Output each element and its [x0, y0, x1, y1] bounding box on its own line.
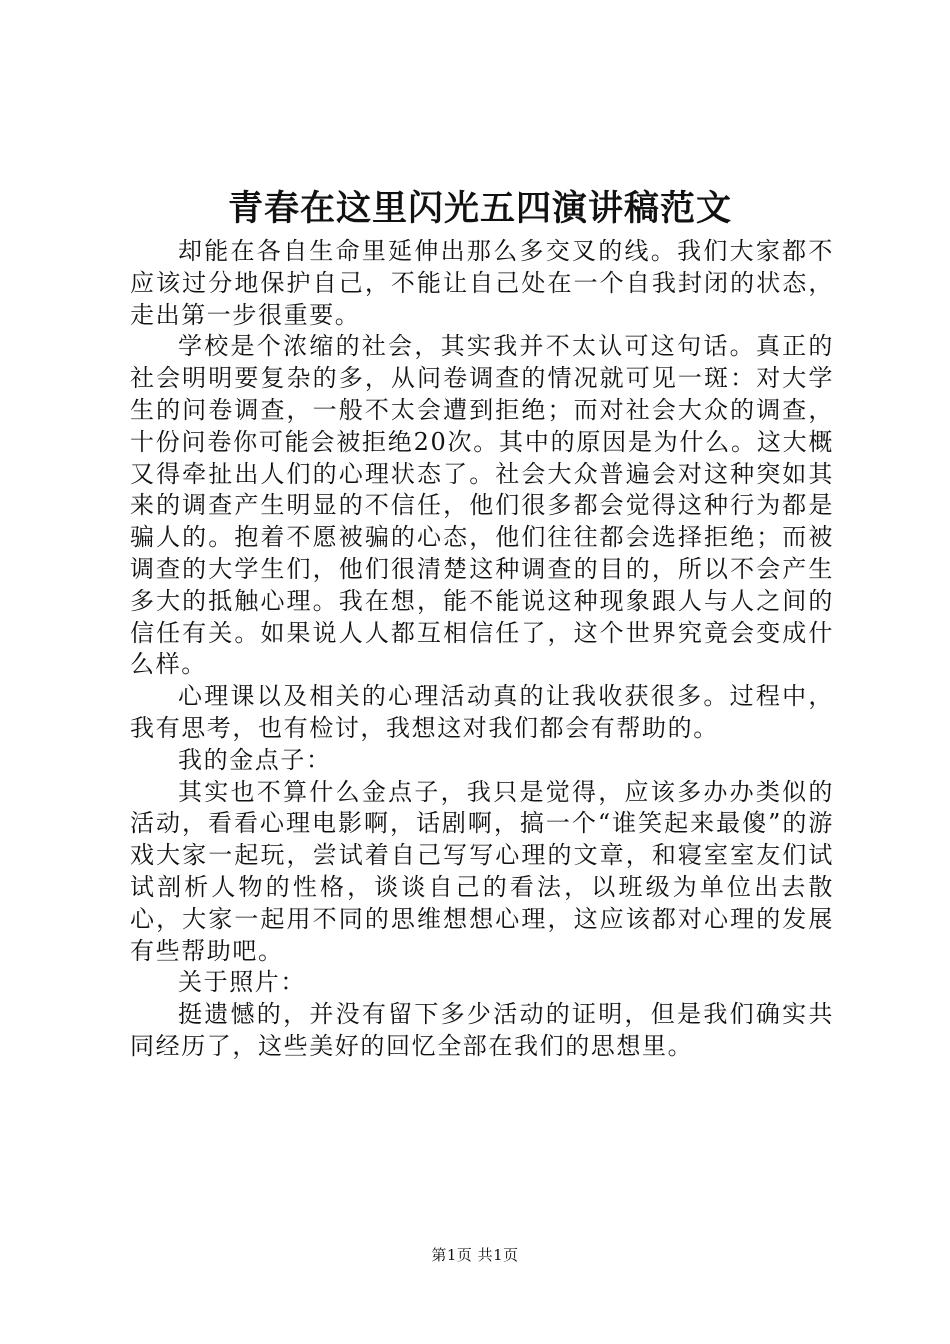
body-paragraph: 学校是个浓缩的社会，其实我并不太认可这句话。真正的社会明明要复杂的多，从问卷调查的情况就可见一斑：对大学生的问卷调查，一般不太会遭到拒绝；而对社会大众的调查，十份问卷你可能会被拒绝20次。其中的原因是为什么。这大概又得牵扯出人们的心理状态了。社会大众普遍会对这种突如其来的调查产生明显的不信任，他们很多都会觉得这种行为都是骗人的。抱着不愿被骗的心态，他们往往都会选择拒绝；而被调查的大学生们，他们很清楚这种调查的目的，所以不会产生多大的抵触心理。我在想，能不能说这种现象跟人与人之间的信任有关。如果说人人都互相信任了，这个世界究竟会变成什么样。 [130, 332, 834, 679]
section-heading: 关于照片： [178, 968, 306, 997]
document-body [130, 236, 834, 1063]
body-paragraph: 挺遗憾的，并没有留下多少活动的证明，但是我们确实共同经历了，这些美好的回忆全部在我们的思想里。 [130, 1000, 834, 1060]
section-heading: 我的金点子： [178, 745, 332, 774]
body-paragraph: 其实也不算什么金点子，我只是觉得，应该多办办类似的活动，看看心理电影啊，话剧啊，搞一个“谁笑起来最傻”的游戏大家一起玩，尝试着自己写写心理的文章，和寝室室友们试试剖析人物的性格，谈谈自己的看法，以班级为单位出去散心，大家一起用不同的思维想想心理，这应该都对心理的发展有些帮助吧。 [130, 777, 834, 965]
body-paragraph: 心理课以及相关的心理活动真的让我收获很多。过程中，我有思考，也有检讨，我想这对我们都会有帮助的。 [130, 682, 834, 742]
body-paragraph: 却能在各自生命里延伸出那么多交叉的线。我们大家都不应该过分地保护自己，不能让自己处在一个自我封闭的状态，走出第一步很重要。 [130, 237, 834, 329]
document-title: 青春在这里闪光五四演讲稿范文 [227, 188, 732, 229]
page-footer: 第1页 共1页 [431, 1246, 519, 1264]
